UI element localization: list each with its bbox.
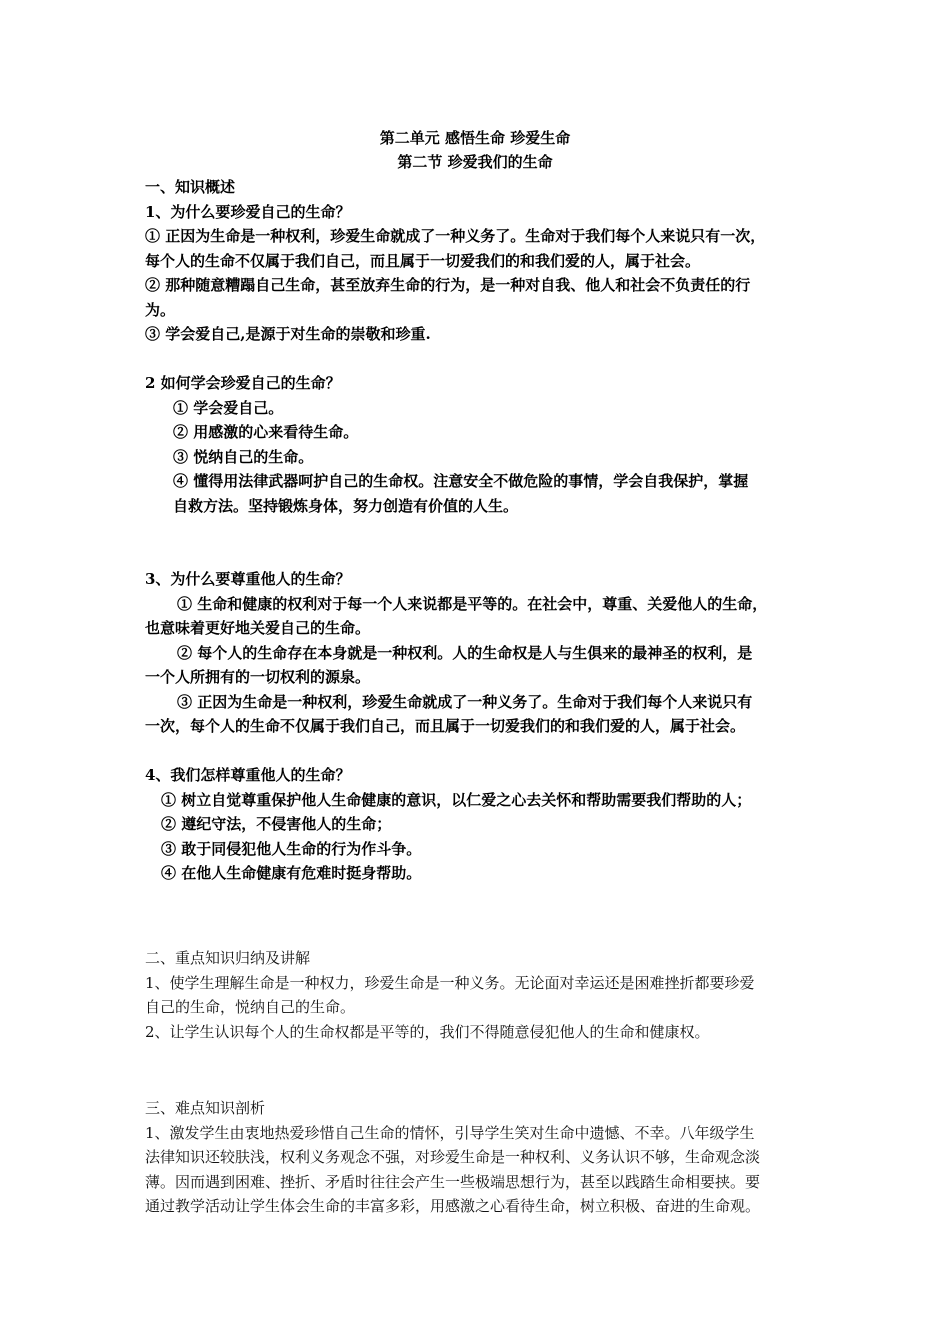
q2-line: ① 学会爱自己。 (173, 398, 284, 417)
spacer (145, 518, 815, 543)
q1-line: ② 那种随意糟蹋自己生命，甚至放弃生命的行为，是一种对自我、他人和社会不负责任的行 (145, 276, 751, 294)
q3-line: ② 每个人的生命存在本身就是一种权利。人的生命权是人与生俱来的最神圣的权利，是 (177, 643, 753, 662)
q3-line: 一个人所拥有的一切权利的源泉。 (145, 668, 371, 686)
part2-heading: 二、重点知识归纳及讲解 (145, 949, 311, 967)
q1-line: 每个人的生命不仅属于我们自己，而且属于一切爱我们的和我们爱的人，属于社会。 (145, 251, 701, 270)
q4-line: ③ 敢于同侵犯他人生命的行为作斗争。 (161, 839, 422, 858)
q1-line: ③ 学会爱自己,是源于对生命的崇敬和珍重. (145, 325, 431, 343)
spacer (145, 543, 815, 568)
part1-knowledge-overview (145, 175, 815, 886)
part2-key-points (145, 946, 815, 1044)
q3-title: 3、为什么要尊重他人的生命？ (145, 570, 351, 588)
part3-line: 1、激发学生由衷地热爱珍惜自己生命的情怀，引导学生笑对生命中遗憾、不幸。八年级学生 (145, 1123, 755, 1142)
unit-title: 第二单元 感悟生命 珍爱生命 (379, 129, 571, 147)
part2-line: 2、让学生认识每个人的生命权都是平等的，我们不得随意侵犯他人的生命和健康权。 (145, 1022, 710, 1041)
q4-line: ① 树立自觉尊重保护他人生命健康的意识，以仁爱之心去关怀和帮助需要我们帮助的人； (161, 790, 752, 809)
q2-line: ③ 悦纳自己的生命。 (173, 447, 314, 466)
q2-title: 2 如何学会珍爱自己的生命？ (145, 374, 341, 392)
part3-heading: 三、难点知识剖析 (145, 1099, 266, 1117)
part2-line: 自己的生命，悦纳自己的生命。 (145, 998, 356, 1016)
q3-line: ③ 正因为生命是一种权利，珍爱生命就成了一种义务了。生命对于我们每个人来说只有 (177, 692, 753, 711)
q2-line: ② 用感激的心来看待生命。 (173, 423, 359, 441)
part3-line: 法律知识还较肤浅，权利义务观念不强，对珍爱生命是一种权利、义务认识不够，生命观念淡 (145, 1148, 761, 1166)
q2-line: 自救方法。坚持锻炼身体，努力创造有价值的人生。 (173, 496, 519, 515)
q4-title: 4、我们怎样尊重他人的生命？ (145, 766, 351, 784)
section-title: 第二节 珍爱我们的生命 (397, 153, 553, 171)
part3-difficult-points (145, 1096, 815, 1219)
q1-line: ① 正因为生命是一种权利，珍爱生命就成了一种义务了。生命对于我们每个人来说只有一次， (145, 227, 766, 245)
part2-line: 1、使学生理解生命是一种权力，珍爱生命是一种义务。无论面对幸运还是困难挫折都要珍爱 (145, 973, 755, 992)
q3-line: 一次，每个人的生命不仅属于我们自己，而且属于一切爱我们的和我们爱的人，属于社会。 (145, 717, 746, 735)
q4-line: ④ 在他人生命健康有危难时挺身帮助。 (161, 864, 422, 882)
spacer (145, 739, 815, 764)
part3-line: 通过教学活动让学生体会生命的丰富多彩，用感激之心看待生命，树立积极、奋进的生命观。 (145, 1197, 761, 1215)
part1-heading: 一、知识概述 (145, 178, 236, 196)
part3-line: 薄。因而遇到困难、挫折、矛盾时往往会产生一些极端思想行为，甚至以践踏生命相要挟。要 (145, 1172, 761, 1191)
q1-line: 为。 (145, 300, 176, 319)
q2-line: ④ 懂得用法律武器呵护自己的生命权。注意安全不做危险的事情，学会自我保护，掌握 (173, 472, 749, 490)
q4-line: ② 遵纪守法，不侵害他人的生命； (161, 815, 392, 833)
spacer (145, 347, 815, 372)
q1-title: 1、为什么要珍爱自己的生命？ (145, 202, 351, 221)
q3-line: 也意味着更好地关爱自己的生命。 (145, 619, 371, 637)
q3-line: ① 生命和健康的权利对于每一个人来说都是平等的。在社会中，尊重、关爱他人的生命， (177, 594, 768, 613)
